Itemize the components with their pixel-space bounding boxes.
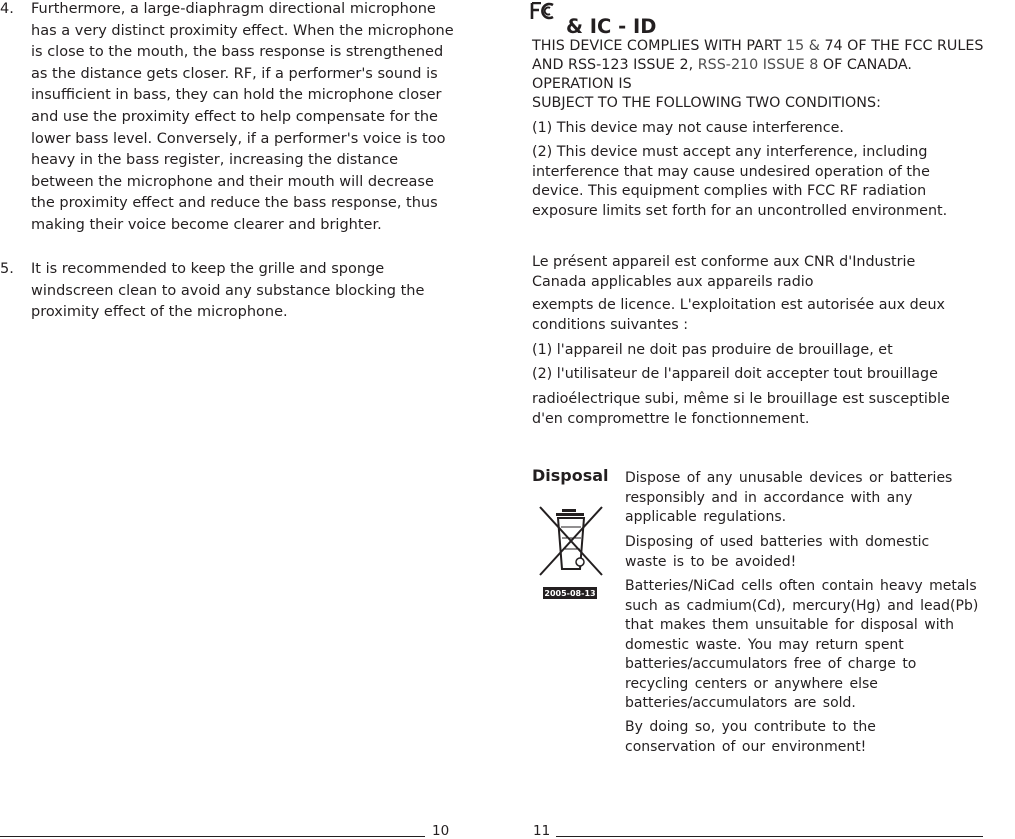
fcc-logo-icon [530, 2, 558, 20]
disposal-label: Disposal [532, 466, 609, 485]
list-item [0, 259, 456, 324]
french-paragraph-3: (1) l'appareil ne doit pas produire de brouillage, et [532, 342, 893, 358]
compliance-statement: THIS DEVICE COMPLIES WITH PART 15 & 74 OF THE FCC RULES AND RSS-123 ISSUE 2, RSS-210 ISSUE 8 OF CANADA. OPERATION IS SUBJECT TO THE FOLLOWING TWO CONDITIONS: [532, 38, 984, 111]
french-paragraph-2: exempts de licence. L'exploitation est autorisée aux deux conditions suivantes : [532, 297, 945, 333]
page-number-right: 11 [533, 823, 551, 839]
list-item-text: Furthermore, a large-diaphragm directional microphone has a very distinct proximity effect. When the microphone is close to the mouth, the bass response is strengthened as the distance gets closer. RF, if a performer's sound is insufficient in bass, they can hold the microphone closer and use the proximity effect to help compensate for the lower bass level. Conversely, if a performer's voice is too heavy in the bass register, increasing the distance between the microphone and their mouth will decrease the proximity effect and reduce the bass response, thus making their voice become clearer and brighter. [31, 1, 454, 233]
disposal-paragraph: Batteries/NiCad cells often contain heavy metals such as cadmium(Cd), mercury(Hg) and lead(Pb) that makes them unsuitable for disposal with domestic waste. You may return spent batteries/accumulators free of charge to recycling centers or anywhere else batteries/accumulators are sold. [625, 578, 979, 711]
disposal-paragraph: By doing so, you contribute to the conservation of our environment! [625, 719, 876, 755]
footer-rule-right [556, 836, 983, 837]
page-number-left: 10 [432, 823, 450, 839]
list-item-text: It is recommended to keep the grille and sponge windscreen clean to avoid any substance blocking the proximity effect of the microphone. [31, 261, 425, 321]
footer-rule-left [0, 836, 425, 837]
condition-2: (2) This device must accept any interference, including interference that may cause undesired operation of the device. This equipment complies with FCC RF radiation exposure limits set forth for an uncontrolled environment. [532, 144, 948, 219]
french-paragraph-5: radioélectrique subi, même si le brouillage est susceptible d'en compromettre le fonctionnement. [532, 391, 950, 427]
condition-1: (1) This device may not cause interference. [532, 120, 844, 136]
french-paragraph-1: Le présent appareil est conforme aux CNR d'Industrie Canada applicables aux appareils radio [532, 254, 916, 290]
list-item [0, 0, 456, 237]
list-number: 4. [0, 1, 14, 17]
disposal-paragraph: Dispose of any unusable devices or batteries responsibly and in accordance with any applicable regulations. [625, 470, 953, 525]
crossed-bin-icon [536, 503, 606, 603]
disposal-paragraph: Disposing of used batteries with domestic waste is to be avoided! [625, 534, 930, 570]
page-heading: & IC - ID [566, 15, 657, 38]
french-paragraph-4: (2) l'utilisateur de l'appareil doit accepter tout brouillage [532, 366, 938, 382]
weee-date: 2005-08-13 [544, 589, 596, 598]
list-number: 5. [0, 261, 14, 277]
